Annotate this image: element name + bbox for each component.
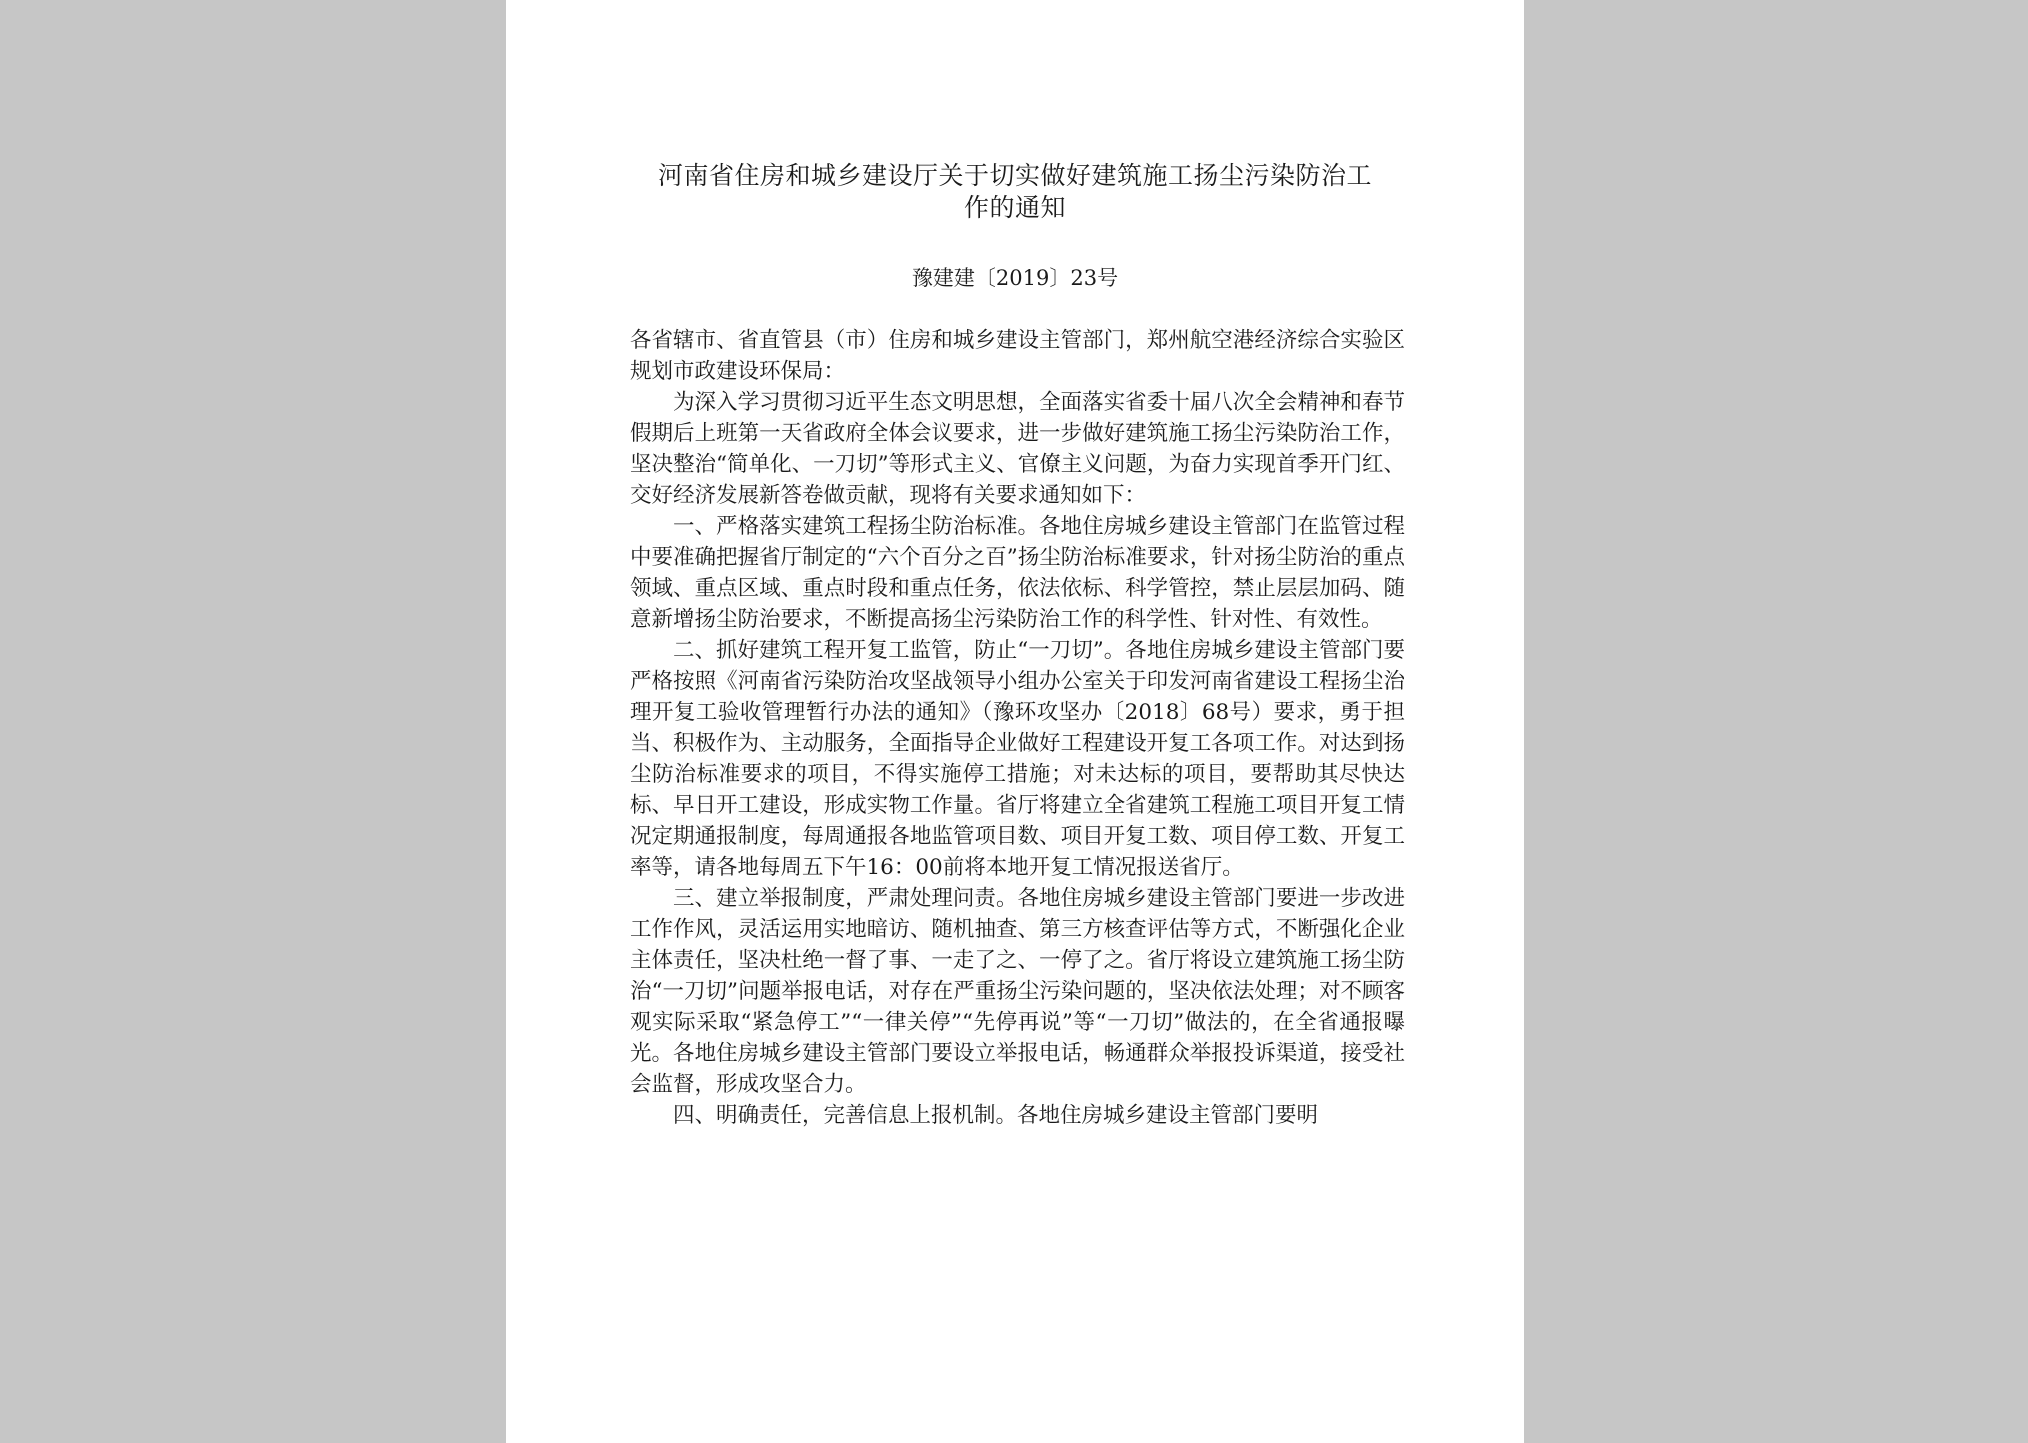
title-line-2: 作的通知 [963, 193, 1066, 222]
paragraph-section-3: 三、建立举报制度，严肃处理问责。各地住房城乡建设主管部门要进一步改进工作作风，灵活运用实地暗访、随机抽查、第三方核查评估等方式，不断强化企业主体责任，坚决杜绝一督了事、一走了之、一停了之。省厅将设立建筑施工扬尘防治“一刀切”问题举报电话，对存在严重扬尘污染问题的，坚决依法处理；对不顾客观实际采取“紧急停工”“一律关停”“先停再说”等“一刀切”做法的，在全省通报曝光。各地住房城乡建设主管部门要设立举报电话，畅通群众举报投诉渠道，接受社会监督，形成攻坚合力。 [630, 886, 1405, 1097]
paragraph-intro: 为深入学习贯彻习近平生态文明思想，全面落实省委十届八次全会精神和春节假期后上班第一天省政府全体会议要求，进一步做好建筑施工扬尘污染防治工作，坚决整治“简单化、一刀切”等形式主义、官僚主义问题，为奋力实现首季开门红、交好经济发展新答卷做贡献，现将有关要求通知如下： [630, 390, 1405, 508]
paragraph-section-2: 二、抓好建筑工程开复工监管，防止“一刀切”。各地住房城乡建设主管部门要严格按照《河南省污染防治攻坚战领导小组办公室关于印发河南省建设工程扬尘治理开复工验收管理暂行办法的通知》（豫环攻坚办〔2018〕68号）要求，勇于担当、积极作为、主动服务，全面指导企业做好工程建设开复工各项工作。对达到扬尘防治标准要求的项目，不得实施停工措施；对未达标的项目，要帮助其尽快达标、早日开工建设，形成实物工作量。省厅将建立全省建筑工程施工项目开复工情况定期通报制度，每周通报各地监管项目数、项目开复工数、项目停工数、开复工率等，请各地每周五下午16：00前将本地开复工情况报送省厅。 [630, 638, 1405, 880]
document-body [630, 325, 1405, 1131]
title-line-1: 河南省住房和城乡建设厅关于切实做好建筑施工扬尘污染防治工 [657, 161, 1372, 190]
paragraph-section-4: 四、明确责任，完善信息上报机制。各地住房城乡建设主管部门要明 [673, 1103, 1319, 1128]
document-number: 豫建建〔2019〕23号 [911, 266, 1119, 290]
salutation: 各省辖市、省直管县（市）住房和城乡建设主管部门，郑州航空港经济综合实验区规划市政建设环保局： [630, 328, 1405, 384]
document-page [506, 0, 1524, 1443]
paragraph-section-1: 一、严格落实建筑工程扬尘防治标准。各地住房城乡建设主管部门在监管过程中要准确把握省厅制定的“六个百分之百”扬尘防治标准要求，针对扬尘防治的重点领域、重点区域、重点时段和重点任务，依法依标、科学管控，禁止层层加码、随意新增扬尘防治要求，不断提高扬尘污染防治工作的科学性、针对性、有效性。 [630, 514, 1405, 632]
document-title [506, 160, 1524, 224]
